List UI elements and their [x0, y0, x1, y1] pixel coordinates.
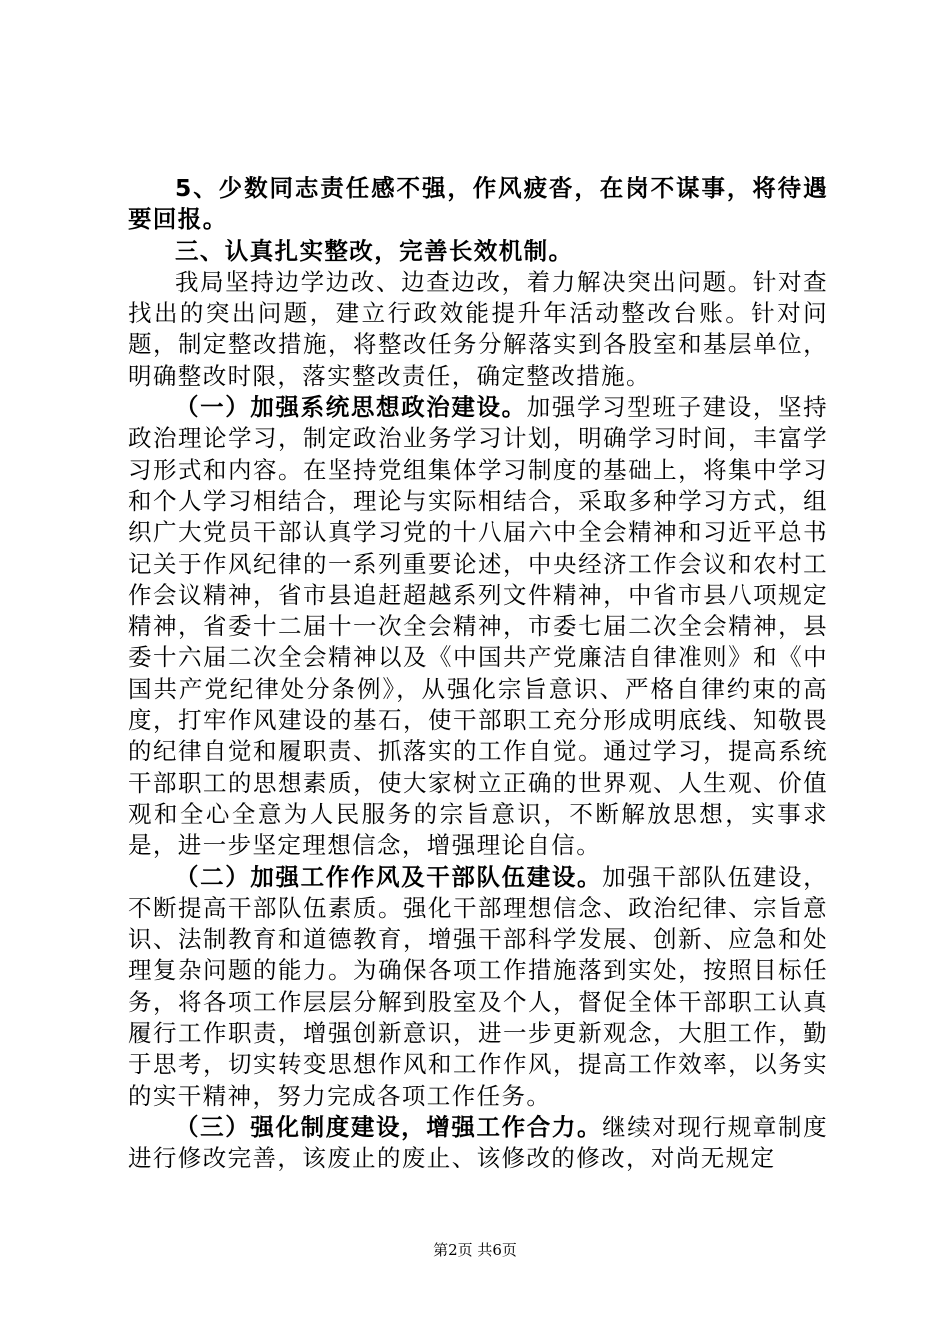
- subsection-heading: （三）强化制度建设，增强工作合力。: [175, 1112, 603, 1141]
- paragraph-intro: [128, 267, 828, 392]
- paragraph-subsection-one: [128, 392, 828, 861]
- paragraph-text: 我局坚持边学边改、边查边改，着力解决突出问题。针对查找出的突出问题，建立行政效能提升年活动整改台账。针对问题，制定整改措施，将整改任务分解落实到各股室和基层单位，明确整改时限，落实整改责任，确定整改措施。: [128, 267, 828, 390]
- paragraph-text: 加强学习型班子建设，坚持政治理论学习，制定政治业务学习计划，明确学习时间，丰富学习形式和内容。在坚持党组集体学习制度的基础上，将集中学习和个人学习相结合，理论与实际相结合，采取多种学习方式，组织广大党员干部认真学习党的十八届六中全会精神和习近平总书记关于作风纪律的一系列重要论述，中央经济工作会议和农村工作会议精神，省市县追赶超越系列文件精神，中省市县八项规定精神，省委十二届十一次全会精神，市委七届二次全会精神，县委十六届二次全会精神以及《中国共产党廉洁自律准则》和《中国共产党纪律处分条例》，从强化宗旨意识、严格自律约束的高度，打牢作风建设的基石，使干部职工充分形成明底线、知敬畏的纪律自觉和履职责、抓落实的工作自觉。通过学习，提高系统干部职工的思想素质，使大家树立正确的世界观、人生观、价值观和全心全意为人民服务的宗旨意识，不断解放思想，实事求是，进一步坚定理想信念，增强理论自信。: [128, 393, 828, 860]
- paragraph-item-5: [128, 173, 828, 236]
- paragraph-text: 5、少数同志责任感不强，作风疲沓，在岗不谋事，将待遇要回报。: [128, 174, 828, 234]
- paragraph-text: 继续对现行规章制度进行修改完善，该废止的废止、该修改的修改，对尚无规定: [128, 1112, 828, 1173]
- page-number-label: 第2页 共6页: [433, 1241, 517, 1259]
- paragraph-subsection-three: [128, 1112, 828, 1175]
- page-number-footer: [0, 1240, 950, 1260]
- heading-text: 三、认真扎实整改，完善长效机制。: [175, 236, 574, 265]
- section-heading-three: [128, 236, 828, 267]
- paragraph-subsection-two: [128, 862, 828, 1112]
- paragraph-text: 加强干部队伍建设，不断提高干部队伍素质。强化干部理想信念、政治纪律、宗旨意识、法制教育和道德教育，增强干部科学发展、创新、应急和处理复杂问题的能力。为确保各项工作措施落到实处，按照目标任务，将各项工作层层分解到股室及个人，督促全体干部职工认真履行工作职责，增强创新意识，进一步更新观念，大胆工作，勤于思考，切实转变思想作风和工作作风，提高工作效率，以务实的实干精神，努力完成各项工作任务。: [128, 862, 828, 1110]
- document-body: [128, 173, 828, 1175]
- subsection-heading: （二）加强工作作风及干部队伍建设。: [175, 862, 603, 891]
- subsection-heading: （一）加强系统思想政治建设。: [175, 393, 527, 422]
